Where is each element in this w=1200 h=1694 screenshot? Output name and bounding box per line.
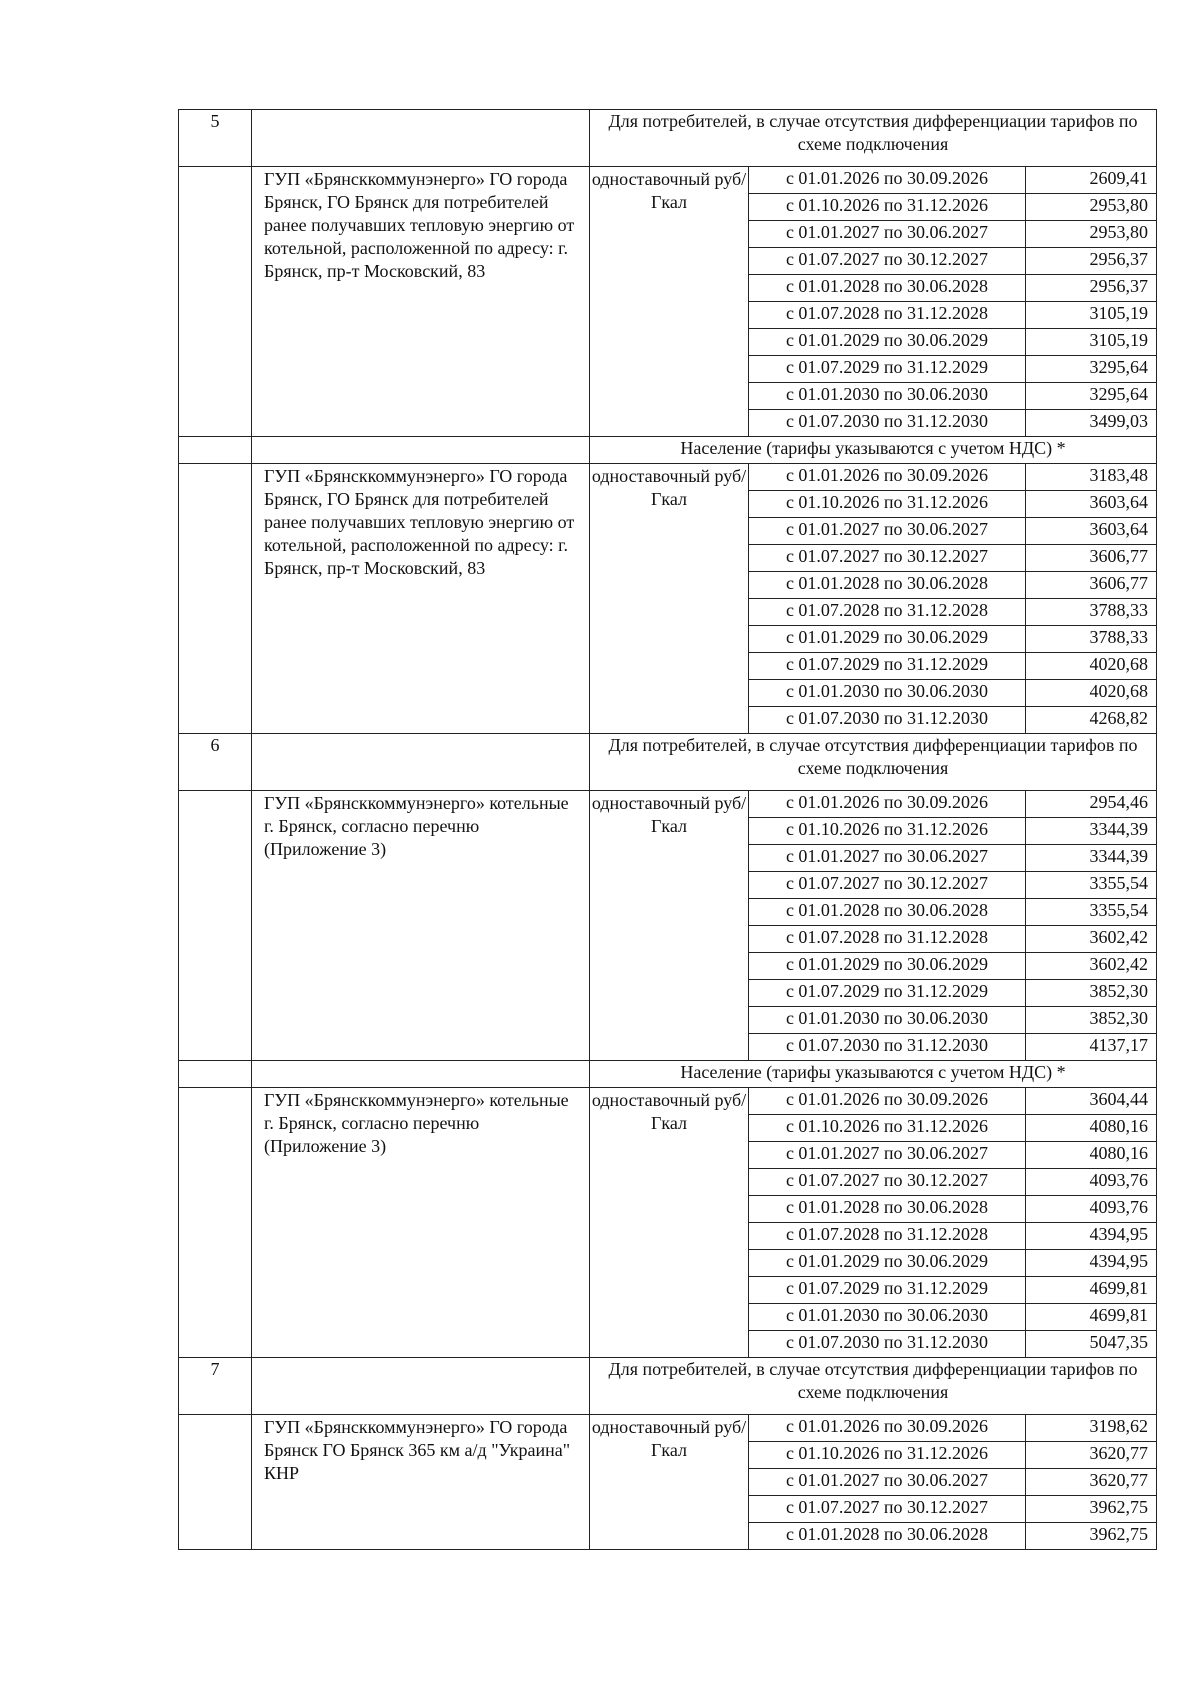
tariff-value-cell: 3355,54 (1026, 872, 1157, 899)
period-cell: с 01.01.2029 по 30.06.2029 (749, 329, 1026, 356)
tariff-value-cell: 3602,42 (1026, 926, 1157, 953)
tariff-value-cell: 3105,19 (1026, 329, 1157, 356)
section-header-row (179, 734, 1157, 791)
tariff-row (179, 1415, 1157, 1442)
period-cell: с 01.01.2026 по 30.09.2026 (749, 464, 1026, 491)
section-number: 7 (179, 1358, 252, 1415)
tariff-value-cell: 4394,95 (1026, 1250, 1157, 1277)
section-header-row (179, 110, 1157, 167)
period-cell: с 01.01.2027 по 30.06.2027 (749, 221, 1026, 248)
tariff-value-cell: 2953,80 (1026, 221, 1157, 248)
empty-cell (179, 791, 252, 1061)
period-cell: с 01.07.2028 по 31.12.2028 (749, 599, 1026, 626)
tariff-value-cell: 3183,48 (1026, 464, 1157, 491)
period-cell: с 01.01.2028 по 30.06.2028 (749, 899, 1026, 926)
tariff-value-cell: 2954,46 (1026, 791, 1157, 818)
period-cell: с 01.01.2027 по 30.06.2027 (749, 1469, 1026, 1496)
tariff-value-cell: 3355,54 (1026, 899, 1157, 926)
period-cell: с 01.01.2029 по 30.06.2029 (749, 626, 1026, 653)
tariff-value-cell: 2956,37 (1026, 275, 1157, 302)
organization-description: ГУП «Брянсккоммунэнерго» ГО города Брянск, ГО Брянск для потребителей ранее получавших тепловую энергию от котельной, расположенной по адресу: г. Брянск, пр-т Московский, 83 (252, 167, 590, 437)
period-cell: с 01.01.2029 по 30.06.2029 (749, 1250, 1026, 1277)
population-header-row (179, 437, 1157, 464)
tariff-type: одноставочный руб/Гкал (590, 1088, 749, 1358)
tariff-value-cell: 3962,75 (1026, 1523, 1157, 1550)
period-cell: с 01.01.2030 по 30.06.2030 (749, 1304, 1026, 1331)
tariff-value-cell: 4394,95 (1026, 1223, 1157, 1250)
period-cell: с 01.01.2029 по 30.06.2029 (749, 953, 1026, 980)
period-cell: с 01.07.2027 по 30.12.2027 (749, 1169, 1026, 1196)
tariff-value-cell: 4080,16 (1026, 1115, 1157, 1142)
period-cell: с 01.07.2029 по 31.12.2029 (749, 1277, 1026, 1304)
period-cell: с 01.07.2028 по 31.12.2028 (749, 926, 1026, 953)
population-header: Население (тарифы указываются с учетом НДС) * (590, 1061, 1157, 1088)
tariff-value-cell: 5047,35 (1026, 1331, 1157, 1358)
period-cell: с 01.01.2026 по 30.09.2026 (749, 167, 1026, 194)
empty-cell (252, 437, 590, 464)
consumers-header: Для потребителей, в случае отсутствия дифференциации тарифов по схеме подключения (590, 110, 1157, 167)
period-cell: с 01.10.2026 по 31.12.2026 (749, 818, 1026, 845)
tariff-type: одноставочный руб/Гкал (590, 1415, 749, 1550)
period-cell: с 01.01.2026 по 30.09.2026 (749, 1415, 1026, 1442)
tariff-row (179, 167, 1157, 194)
tariff-table (178, 109, 1157, 1550)
tariff-row (179, 791, 1157, 818)
tariff-type: одноставочный руб/Гкал (590, 464, 749, 734)
empty-cell (252, 1358, 590, 1415)
tariff-value-cell: 4699,81 (1026, 1304, 1157, 1331)
period-cell: с 01.07.2029 по 31.12.2029 (749, 980, 1026, 1007)
tariff-row (179, 464, 1157, 491)
empty-cell (179, 1061, 252, 1088)
tariff-value-cell: 3852,30 (1026, 1007, 1157, 1034)
tariff-value-cell: 3344,39 (1026, 818, 1157, 845)
tariff-value-cell: 3602,42 (1026, 953, 1157, 980)
period-cell: с 01.07.2030 по 31.12.2030 (749, 707, 1026, 734)
section-number: 6 (179, 734, 252, 791)
period-cell: с 01.01.2026 по 30.09.2026 (749, 1088, 1026, 1115)
population-header: Население (тарифы указываются с учетом НДС) * (590, 437, 1157, 464)
period-cell: с 01.01.2027 по 30.06.2027 (749, 845, 1026, 872)
tariff-type: одноставочный руб/Гкал (590, 167, 749, 437)
empty-cell (252, 734, 590, 791)
period-cell: с 01.07.2030 по 31.12.2030 (749, 1034, 1026, 1061)
tariff-value-cell: 3105,19 (1026, 302, 1157, 329)
period-cell: с 01.07.2027 по 30.12.2027 (749, 872, 1026, 899)
tariff-value-cell: 3788,33 (1026, 599, 1157, 626)
population-header-row (179, 1061, 1157, 1088)
tariff-value-cell: 3295,64 (1026, 356, 1157, 383)
tariff-value-cell: 4093,76 (1026, 1169, 1157, 1196)
section-header-row (179, 1358, 1157, 1415)
tariff-value-cell: 4020,68 (1026, 653, 1157, 680)
tariff-value-cell: 2956,37 (1026, 248, 1157, 275)
period-cell: с 01.07.2027 по 30.12.2027 (749, 1496, 1026, 1523)
organization-description: ГУП «Брянсккоммунэнерго» котельные г. Брянск, согласно перечню (Приложение 3) (252, 791, 590, 1061)
period-cell: с 01.07.2030 по 31.12.2030 (749, 1331, 1026, 1358)
consumers-header: Для потребителей, в случае отсутствия дифференциации тарифов по схеме подключения (590, 1358, 1157, 1415)
tariff-value-cell: 2953,80 (1026, 194, 1157, 221)
period-cell: с 01.01.2030 по 30.06.2030 (749, 383, 1026, 410)
period-cell: с 01.07.2029 по 31.12.2029 (749, 653, 1026, 680)
tariff-value-cell: 4699,81 (1026, 1277, 1157, 1304)
period-cell: с 01.01.2030 по 30.06.2030 (749, 1007, 1026, 1034)
period-cell: с 01.01.2028 по 30.06.2028 (749, 572, 1026, 599)
consumers-header: Для потребителей, в случае отсутствия дифференциации тарифов по схеме подключения (590, 734, 1157, 791)
period-cell: с 01.07.2027 по 30.12.2027 (749, 248, 1026, 275)
period-cell: с 01.07.2029 по 31.12.2029 (749, 356, 1026, 383)
period-cell: с 01.07.2030 по 31.12.2030 (749, 410, 1026, 437)
organization-description: ГУП «Брянсккоммунэнерго» ГО города Брянск, ГО Брянск для потребителей ранее получавших тепловую энергию от котельной, расположенной по адресу: г. Брянск, пр-т Московский, 83 (252, 464, 590, 734)
empty-cell (179, 167, 252, 437)
empty-cell (179, 1088, 252, 1358)
empty-cell (252, 1061, 590, 1088)
period-cell: с 01.01.2028 по 30.06.2028 (749, 1523, 1026, 1550)
tariff-value-cell: 3606,77 (1026, 545, 1157, 572)
period-cell: с 01.10.2026 по 31.12.2026 (749, 491, 1026, 518)
period-cell: с 01.01.2026 по 30.09.2026 (749, 791, 1026, 818)
tariff-value-cell: 4080,16 (1026, 1142, 1157, 1169)
tariff-value-cell: 3606,77 (1026, 572, 1157, 599)
period-cell: с 01.10.2026 по 31.12.2026 (749, 194, 1026, 221)
tariff-value-cell: 3198,62 (1026, 1415, 1157, 1442)
tariff-value-cell: 3604,44 (1026, 1088, 1157, 1115)
tariff-value-cell: 3620,77 (1026, 1469, 1157, 1496)
tariff-type: одноставочный руб/Гкал (590, 791, 749, 1061)
tariff-value-cell: 3295,64 (1026, 383, 1157, 410)
tariff-value-cell: 4093,76 (1026, 1196, 1157, 1223)
empty-cell (179, 437, 252, 464)
tariff-value-cell: 3852,30 (1026, 980, 1157, 1007)
period-cell: с 01.01.2028 по 30.06.2028 (749, 275, 1026, 302)
empty-cell (179, 464, 252, 734)
period-cell: с 01.01.2027 по 30.06.2027 (749, 518, 1026, 545)
tariff-value-cell: 3620,77 (1026, 1442, 1157, 1469)
period-cell: с 01.07.2028 по 31.12.2028 (749, 302, 1026, 329)
organization-description: ГУП «Брянсккоммунэнерго» ГО города Брянск ГО Брянск 365 км а/д "Украина" КНР (252, 1415, 590, 1550)
organization-description: ГУП «Брянсккоммунэнерго» котельные г. Брянск, согласно перечню (Приложение 3) (252, 1088, 590, 1358)
tariff-value-cell: 3603,64 (1026, 518, 1157, 545)
period-cell: с 01.01.2027 по 30.06.2027 (749, 1142, 1026, 1169)
period-cell: с 01.10.2026 по 31.12.2026 (749, 1115, 1026, 1142)
tariff-value-cell: 3962,75 (1026, 1496, 1157, 1523)
tariff-value-cell: 3603,64 (1026, 491, 1157, 518)
period-cell: с 01.10.2026 по 31.12.2026 (749, 1442, 1026, 1469)
empty-cell (179, 1415, 252, 1550)
tariff-value-cell: 3344,39 (1026, 845, 1157, 872)
tariff-value-cell: 4020,68 (1026, 680, 1157, 707)
tariff-row (179, 1088, 1157, 1115)
period-cell: с 01.07.2028 по 31.12.2028 (749, 1223, 1026, 1250)
tariff-value-cell: 2609,41 (1026, 167, 1157, 194)
tariff-value-cell: 3788,33 (1026, 626, 1157, 653)
period-cell: с 01.01.2028 по 30.06.2028 (749, 1196, 1026, 1223)
section-number: 5 (179, 110, 252, 167)
tariff-value-cell: 3499,03 (1026, 410, 1157, 437)
period-cell: с 01.07.2027 по 30.12.2027 (749, 545, 1026, 572)
tariff-value-cell: 4137,17 (1026, 1034, 1157, 1061)
empty-cell (252, 110, 590, 167)
tariff-value-cell: 4268,82 (1026, 707, 1157, 734)
period-cell: с 01.01.2030 по 30.06.2030 (749, 680, 1026, 707)
